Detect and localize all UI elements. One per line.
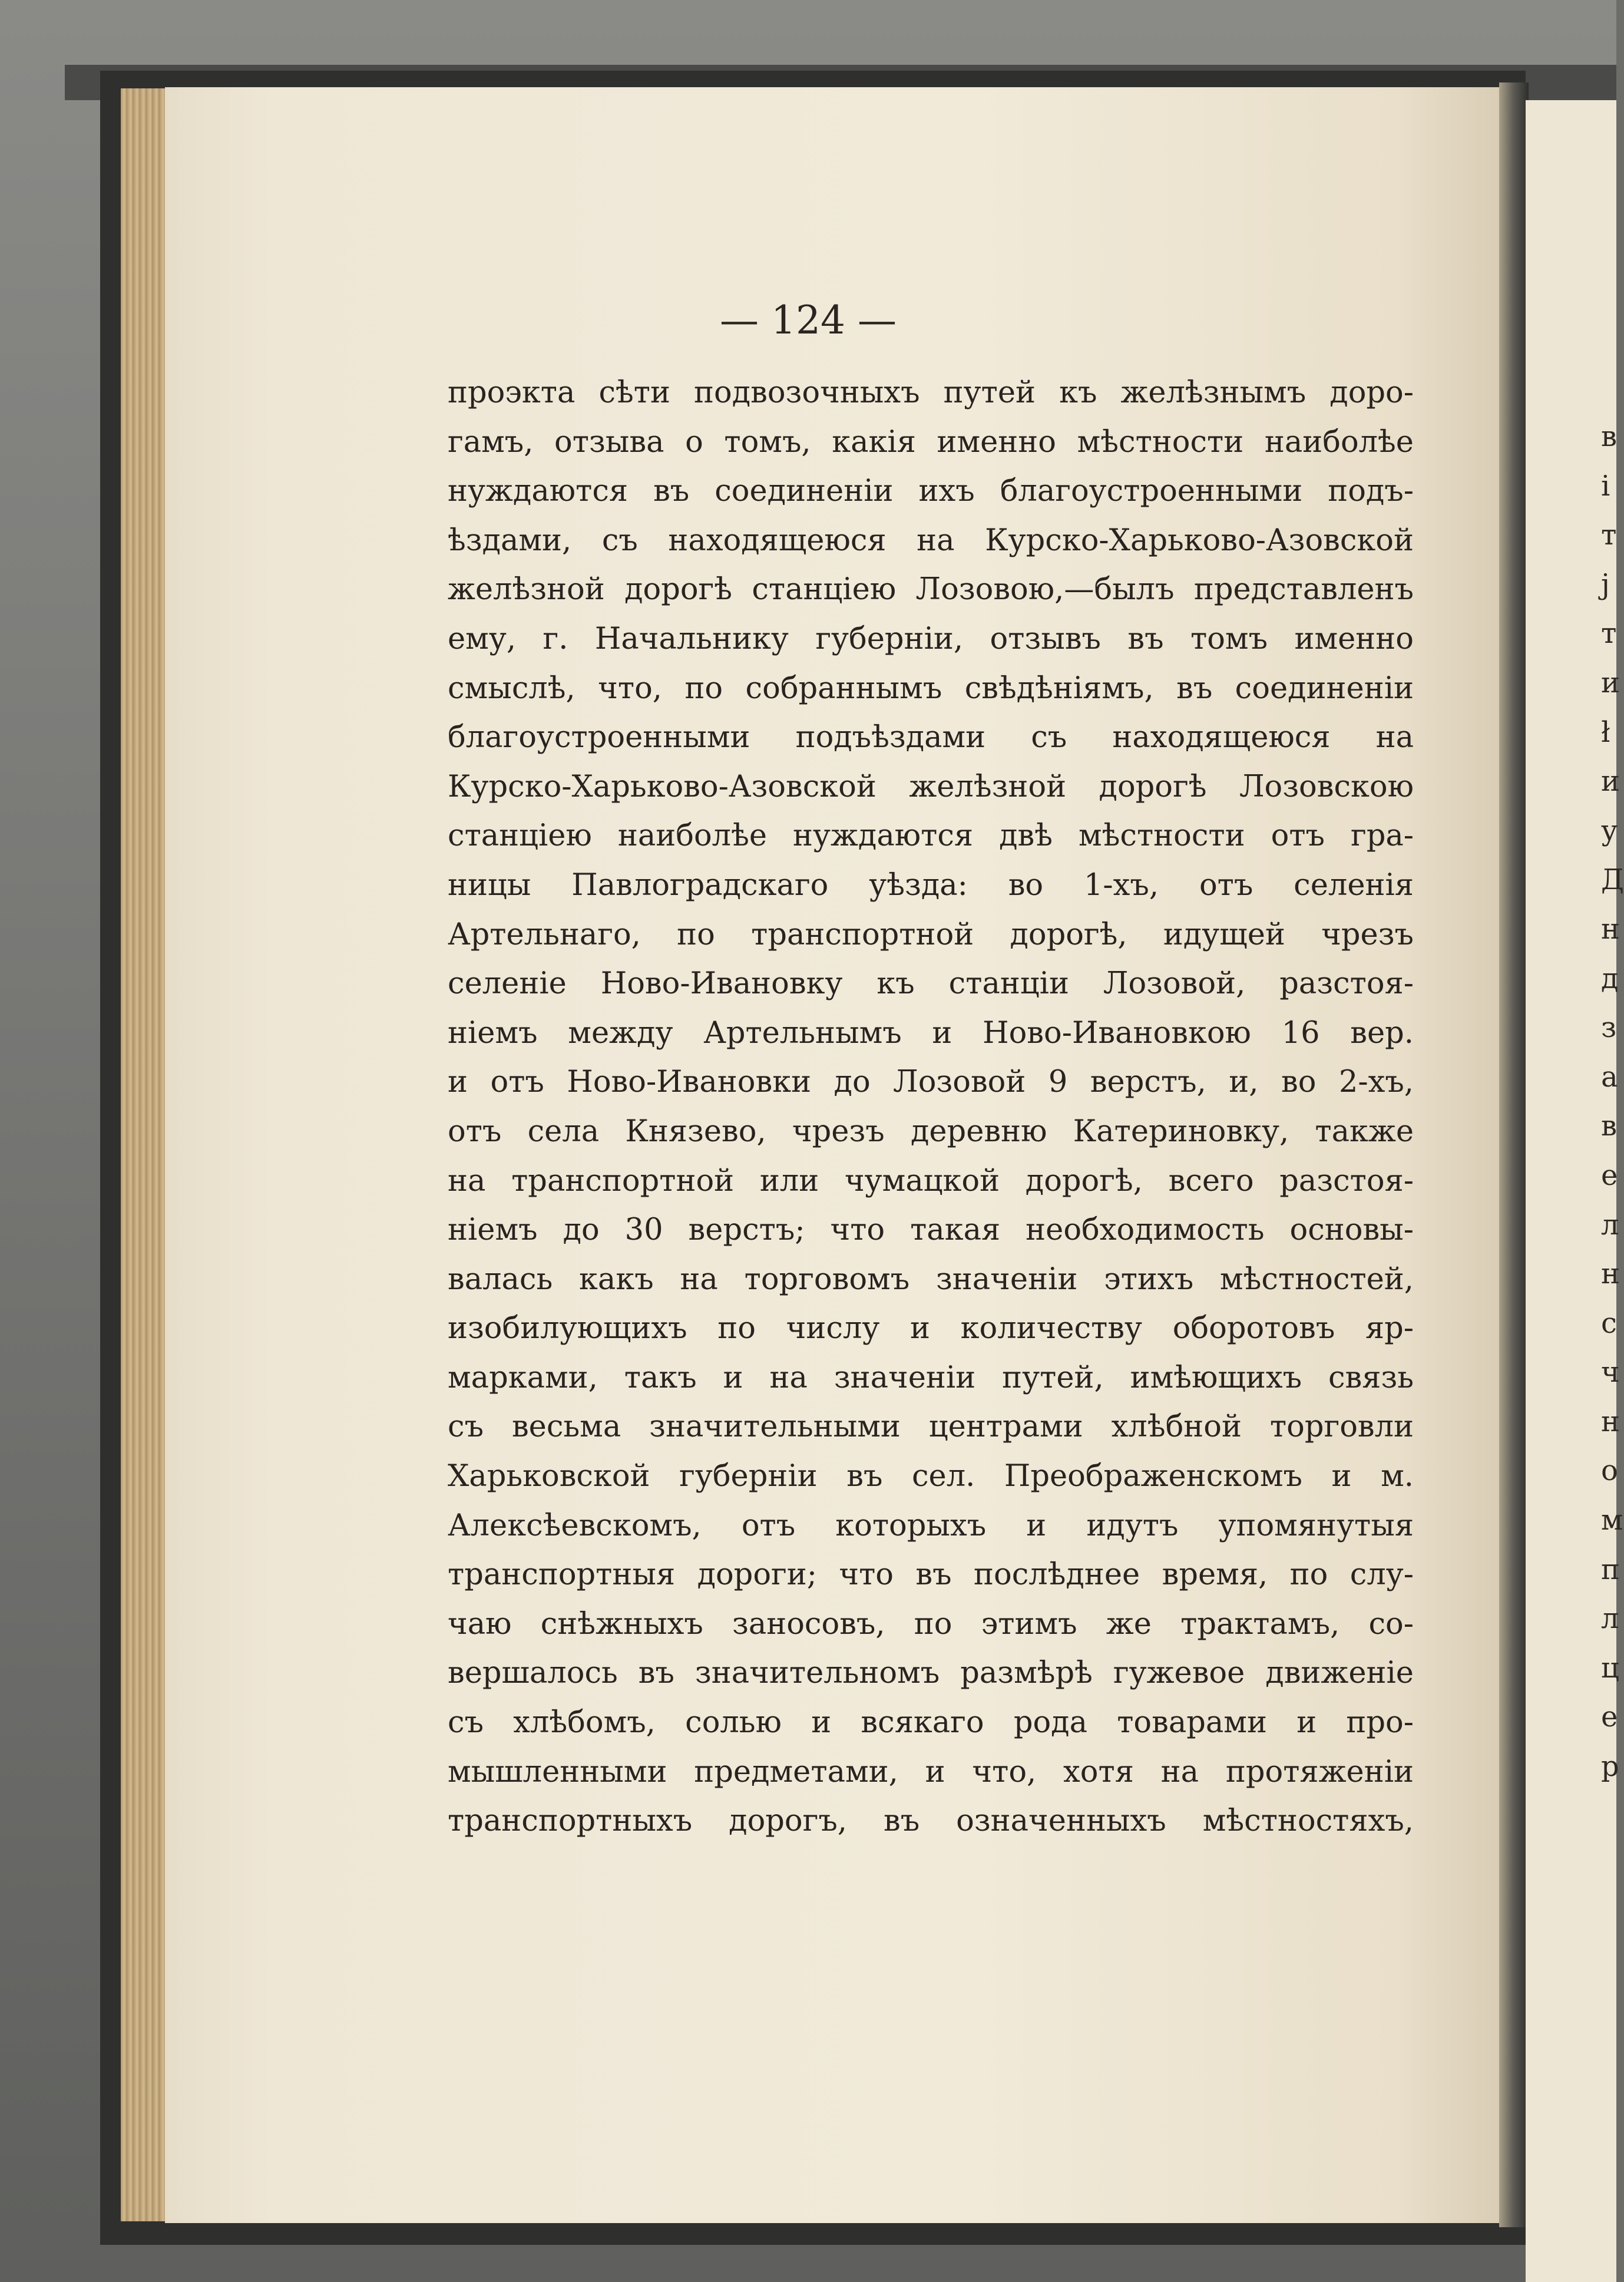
text-line: чаю снѣжныхъ заносовъ, по этимъ же трактамъ, со- [448, 1606, 1414, 1642]
next-page-fragment: и [1601, 765, 1620, 798]
book-gutter [1499, 82, 1529, 2227]
text-line: гамъ, отзыва о томъ, какія именно мѣстности наиболѣе [448, 424, 1414, 460]
text-line: изобилующихъ по числу и количеству оборотовъ яр- [448, 1311, 1414, 1346]
text-line: марками, такъ и на значеніи путей, имѣющихъ связь [448, 1360, 1414, 1395]
next-page-fragment: л [1601, 1208, 1619, 1241]
text-line: и отъ Ново-Ивановки до Лозовой 9 верстъ, и, во 2-хъ, [448, 1065, 1414, 1100]
text-line: ніемъ до 30 верстъ; что такая необходимость основы- [448, 1213, 1414, 1248]
text-line: съ хлѣбомъ, солью и всякаго рода товарами и про- [448, 1705, 1414, 1741]
next-page-fragment: п [1601, 1553, 1620, 1586]
next-page-fragment: i [1601, 469, 1610, 503]
body-text [448, 368, 1414, 1846]
text-line: смыслѣ, что, по собраннымъ свѣдѣніямъ, въ соединеніи [448, 671, 1414, 706]
next-page-fragment: н [1601, 1257, 1620, 1291]
text-line: Артельнаго, по транспортной дорогѣ, идущей чрезъ [448, 917, 1414, 952]
text-line: на транспортной или чумацкой дорогѣ, всего разстоя- [448, 1163, 1414, 1198]
text-line: станціею наиболѣе нуждаются двѣ мѣстности отъ гра- [448, 818, 1414, 854]
next-page-fragment: ч [1601, 1356, 1620, 1389]
next-page-fragment: з [1601, 1011, 1617, 1045]
text-line: благоустроенными подъѣздами съ находящеюся на [448, 720, 1414, 755]
text-line: вершалось въ значительномъ размѣрѣ гужевое движеніе [448, 1656, 1414, 1691]
next-page-fragment: в [1601, 1109, 1618, 1143]
next-page-fragment: а [1601, 1060, 1618, 1094]
text-line: съ весьма значительными центрами хлѣбной торговли [448, 1409, 1414, 1445]
text-line: Курско-Харьково-Азовской желѣзной дорогѣ Лозовскою [448, 769, 1414, 804]
next-page-fragment: р [1601, 1750, 1619, 1784]
next-page-fragment: Д [1601, 863, 1624, 897]
next-page-fragment: и [1601, 666, 1620, 699]
text-line: ѣздами, съ находящеюся на Курско-Харьково-Азовской [448, 523, 1414, 558]
next-page-fragment: т [1601, 617, 1617, 650]
next-page-fragment: н [1601, 912, 1620, 946]
text-line: Алексѣевскомъ, отъ которыхъ и идутъ упомянутыя [448, 1508, 1414, 1543]
next-page-fragment: м [1601, 1504, 1623, 1537]
text-line: ему, г. Начальнику губерніи, отзывъ въ томъ именно [448, 621, 1414, 656]
next-page-fragment: л [1601, 1602, 1619, 1636]
next-page-fragment: ј [1601, 567, 1610, 601]
next-page-fragment: ł [1601, 715, 1610, 749]
text-line: отъ села Князево, чрезъ деревню Катериновку, также [448, 1114, 1414, 1149]
text-line: мышленными предметами, и что, хотя на протяженіи [448, 1754, 1414, 1789]
next-page-fragment: д [1601, 962, 1619, 995]
text-line: желѣзной дорогѣ станціею Лозовою,—былъ представленъ [448, 572, 1414, 607]
text-line: нуждаются въ соединеніи ихъ благоустроенными подъ- [448, 474, 1414, 509]
next-page-fragment: с [1601, 1306, 1617, 1340]
next-page-text-fragments [1601, 412, 1624, 1792]
next-page-fragment: ц [1601, 1651, 1619, 1685]
next-page-fragment: в [1601, 420, 1618, 453]
text-line: ніемъ между Артельнымъ и Ново-Ивановкою 16 вер. [448, 1015, 1414, 1051]
next-page-fragment: у [1601, 814, 1618, 847]
next-page-fragment: е [1601, 1700, 1618, 1734]
next-page-fragment: н [1601, 1405, 1620, 1438]
text-line: Харьковской губерніи въ сел. Преображенскомъ и м. [448, 1459, 1414, 1494]
next-page-fragment: е [1601, 1158, 1618, 1192]
text-line: проэкта сѣти подвозочныхъ путей къ желѣзнымъ доро- [448, 375, 1414, 410]
text-line: селеніе Ново-Ивановку къ станціи Лозовой, разстоя- [448, 966, 1414, 1002]
text-line: транспортныя дороги; что въ послѣднее время, по слу- [448, 1557, 1414, 1593]
next-page-fragment: о [1601, 1454, 1618, 1488]
next-page-fragment: т [1601, 519, 1617, 552]
text-line: транспортныхъ дорогъ, въ означенныхъ мѣстностяхъ, [448, 1804, 1414, 1839]
page-number: — 124 — [720, 298, 897, 343]
text-line: валась какъ на торговомъ значеніи этихъ мѣстностей, [448, 1261, 1414, 1297]
text-line: ницы Павлоградскаго уѣзда: во 1-хъ, отъ селенія [448, 867, 1414, 903]
